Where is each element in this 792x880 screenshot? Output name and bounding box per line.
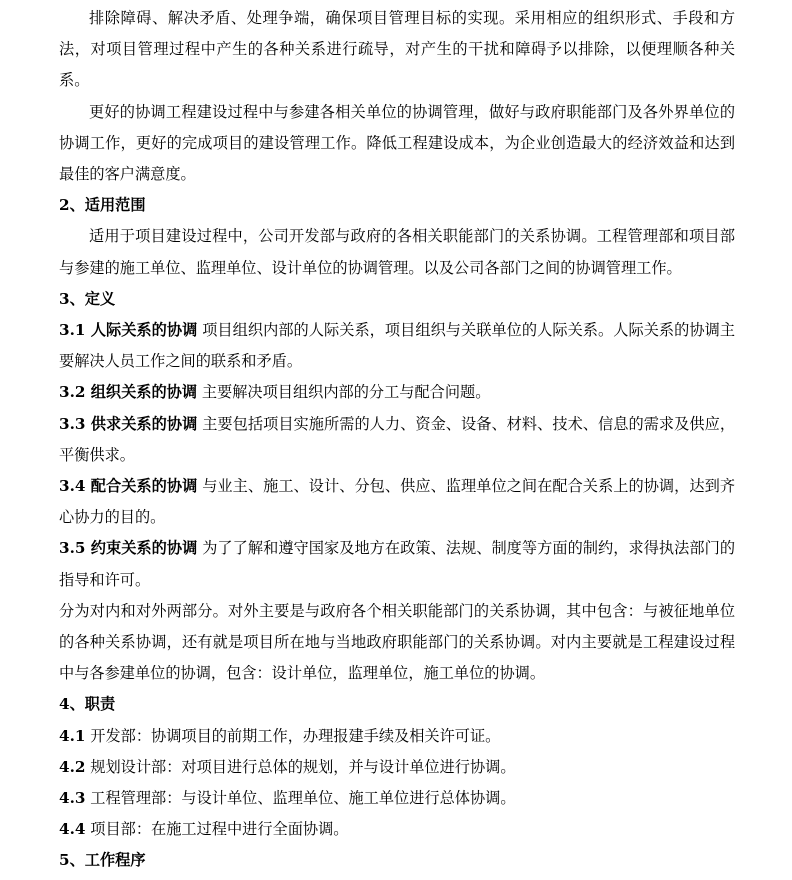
definition-term: 3.3 供求关系的协调 (59, 414, 198, 433)
definition-text: 主要解决项目组织内部的分工与配合问题。 (201, 383, 491, 402)
duty-number: 4.4 (59, 820, 86, 839)
duty-number: 4.1 (59, 726, 86, 745)
definition-text: 项目组织内部的人际关系，项目组织与关联单位的人际关系。人际关系的协调主要解决人员工作之间的联系和矛盾。 (59, 321, 736, 371)
duty-4-4 (59, 814, 735, 845)
section-2-text: 适用于项目建设过程中，公司开发部与政府的各相关职能部门的关系协调。工程管理部和项目部与参建的施工单位、监理单位、设计单位的协调管理。以及公司各部门之间的协调管理工作。 (59, 227, 735, 277)
definition-text: 为了了解和遵守国家及地方在政策、法规、制度等方面的制约，求得执法部门的指导和许可。 (59, 539, 736, 589)
duty-text: 工程管理部：与设计单位、监理单位、施工单位进行总体协调。 (90, 789, 516, 808)
definition-text: 与业主、施工、设计、分包、供应、监理单位之间在配合关系上的协调，达到齐心协力的目的。 (59, 477, 736, 527)
section-3-extra-text: 分为对内和对外两部分。对外主要是与政府各个相关职能部门的关系协调，其中包含：与被征地单位的各种关系协调，还有就是项目所在地与当地政府职能部门的关系协调。对内主要就是工程建设过程中与各参建单位的协调，包含：设计单位，监理单位，施工单位的协调。 (59, 601, 735, 683)
section-2-heading: 2、适用范围 (59, 196, 146, 215)
definition-term: 3.5 约束关系的协调 (59, 539, 198, 558)
definition-term: 3.2 组织关系的协调 (59, 383, 198, 402)
intro-paragraph-2: 更好的协调工程建设过程中与参建各相关单位的协调管理，做好与政府职能部门及各外界单位的协调工作，更好的完成项目的建设管理工作。降低工程建设成本，为企业创造最大的经济效益和达到最佳的客户满意度。 (59, 102, 735, 184)
duty-number: 4.2 (59, 757, 86, 776)
definition-3-1 (59, 315, 735, 377)
duty-4-1 (59, 721, 735, 752)
section-3-heading: 3、定义 (59, 289, 116, 308)
definition-3-4 (59, 471, 735, 533)
duty-text: 规划设计部：对项目进行总体的规划，并与设计单位进行协调。 (90, 757, 516, 776)
definition-term: 3.1 人际关系的协调 (59, 321, 198, 340)
duty-text: 项目部：在施工过程中进行全面协调。 (90, 820, 349, 839)
section-5-heading: 5、工作程序 (59, 851, 146, 870)
definition-text: 主要包括项目实施所需的人力、资金、设备、材料、技术、信息的需求及供应，平衡供求。 (59, 414, 736, 464)
definition-3-2 (59, 377, 735, 408)
duty-number: 4.3 (59, 789, 86, 808)
definition-3-5 (59, 533, 735, 595)
document-page (59, 3, 735, 877)
intro-paragraph-1: 排除障碍、解决矛盾、处理争端，确保项目管理目标的实现。采用相应的组织形式、手段和方法，对项目管理过程中产生的各种关系进行疏导，对产生的干扰和障碍予以排除，以便理顺各种关系。 (59, 9, 735, 90)
section-4-heading: 4、职责 (59, 695, 116, 714)
definition-3-3 (59, 409, 735, 471)
definition-term: 3.4 配合关系的协调 (59, 477, 198, 496)
duty-4-3 (59, 783, 735, 814)
duty-text: 开发部：协调项目的前期工作，办理报建手续及相关许可证。 (90, 726, 501, 745)
duty-4-2 (59, 752, 735, 783)
